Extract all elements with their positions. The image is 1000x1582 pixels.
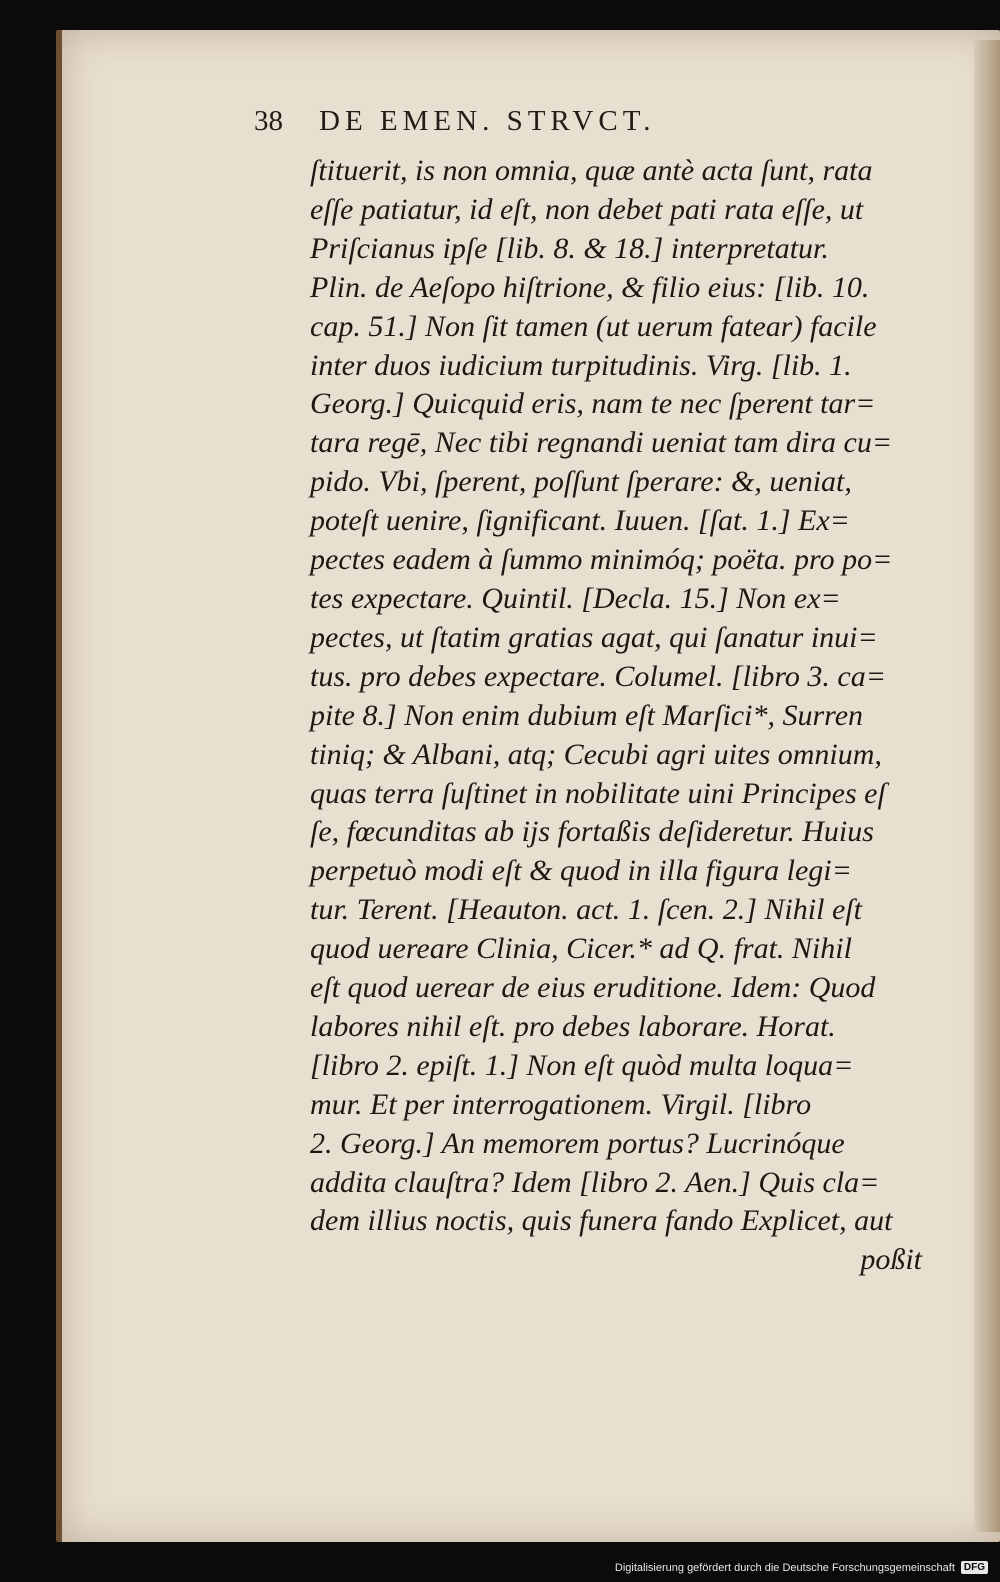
digitization-credit — [615, 1561, 988, 1574]
text-line: quod uereare Clinia, Cicer.* ad Q. frat. Nihil — [310, 932, 852, 966]
text-line: perpetuò modi eſt & quod in illa figura legi= — [310, 854, 852, 888]
text-line: [libro 2. epiſt. 1.] Non eſt quòd multa loqua= — [310, 1048, 854, 1082]
text-line: pido. Vbi, ſperent, poſſunt ſperare: &, ueniat, — [310, 465, 852, 499]
text-line: pectes, ut ſtatim gratias agat, qui ſanatur inui= — [310, 620, 878, 654]
catchword: poßit — [860, 1243, 922, 1277]
text-line: pectes eadem à ſummo minimóq; poëta. pro po= — [310, 543, 893, 577]
text-line: addita clauſtra? Idem [libro 2. Aen.] Quis cla= — [310, 1165, 880, 1199]
text-line: dem illius noctis, quis funera fando Explicet, aut — [310, 1204, 893, 1238]
text-line: Georg.] Quicquid eris, nam te nec ſperent tar= — [310, 387, 876, 421]
text-line: tara regē, Nec tibi regnandi ueniat tam dira cu= — [310, 426, 893, 460]
text-line: eſt quod uerear de eius eruditione. Idem: Quod — [310, 971, 876, 1005]
page-edge — [974, 40, 1000, 1532]
page-number: 38 — [254, 105, 283, 137]
credit-text: Digitalisierung gefördert durch die Deutsche Forschungsgemeinschaft — [614, 1561, 955, 1574]
text-line: mur. Et per interrogationem. Virgil. [libro — [310, 1087, 812, 1121]
text-line: 2. Georg.] An memorem portus? Lucrinóque — [310, 1126, 845, 1160]
running-title: DE EMEN. STRVCT. — [319, 105, 656, 137]
text-line: tiniq; & Albani, atq; Cecubi agri uites omnium, — [310, 737, 882, 771]
text-line: labores nihil eſt. pro debes laborare. Horat. — [310, 1009, 836, 1043]
text-line: tes expectare. Quintil. [Decla. 15.] Non ex= — [310, 581, 841, 615]
text-line: poteſt uenire, ſignificant. Iuuen. [ſat. 1.] Ex= — [310, 504, 850, 538]
text-line: inter duos iudicium turpitudinis. Virg. [lib. 1. — [310, 348, 852, 382]
body-text — [310, 152, 922, 1280]
text-line: ſe, fœcunditas ab ijs fortaßis deſideretur. Huius — [310, 815, 874, 849]
dfg-logo: DFG — [961, 1561, 988, 1574]
text-line: eſſe patiatur, id eſt, non debet pati rata eſſe, ut — [310, 192, 864, 226]
text-line: Plin. de Aeſopo hiſtrione, & filio eius: [lib. 10. — [310, 270, 870, 304]
text-line: quas terra ſuſtinet in nobilitate uini Principes eſ — [310, 776, 886, 810]
text-line: Priſcianus ipſe [lib. 8. & 18.] interpretatur. — [310, 231, 829, 265]
running-head — [254, 105, 854, 138]
text-line: tur. Terent. [Heauton. act. 1. ſcen. 2.] Nihil eſt — [310, 893, 862, 927]
text-line: pite 8.] Non enim dubium eſt Marſici*, Surren — [310, 698, 864, 732]
text-line: tus. pro debes expectare. Columel. [libro 3. ca= — [310, 659, 886, 693]
text-line: ſtituerit, is non omnia, quæ antè acta ſunt, rata — [310, 154, 873, 187]
text-line: cap. 51.] Non ſit tamen (ut uerum fatear) facile — [310, 309, 877, 343]
